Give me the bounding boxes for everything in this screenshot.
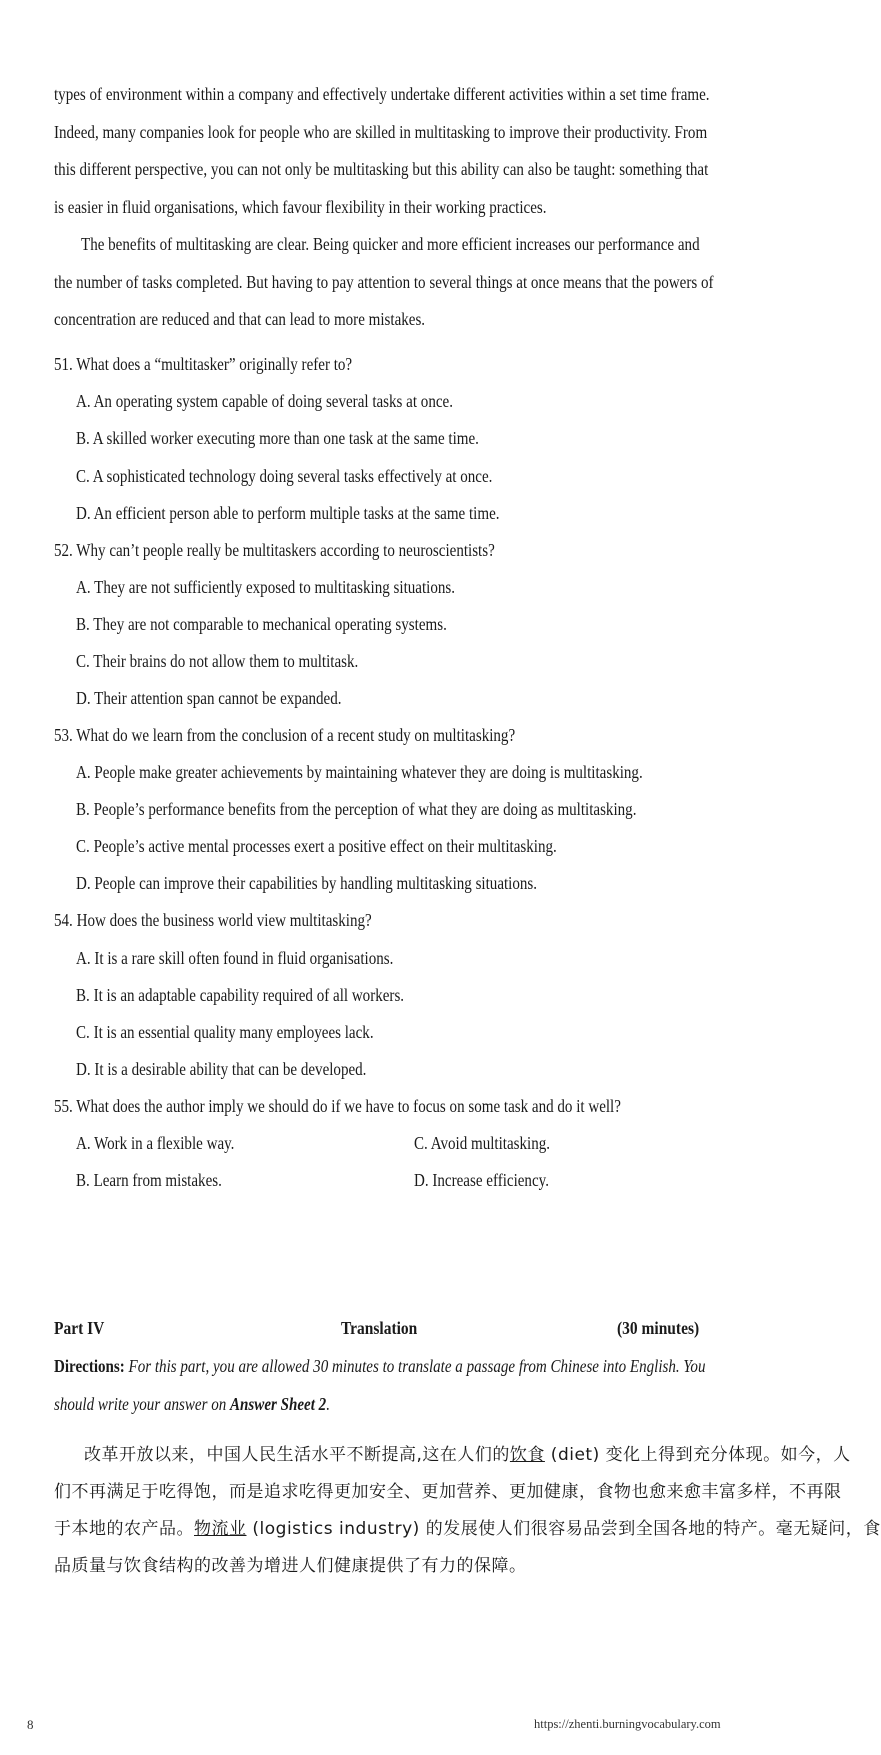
answer-option: C. A sophisticated technology doing several tasks effectively at once. [76, 466, 493, 486]
translation-line: 们不再满足于吃得饱，而是追求吃得更加安全、更加营养、更加健康，食物也愈来愈丰富多样，不再限 [54, 1482, 842, 1502]
answer-option: B. They are not comparable to mechanical operating systems. [76, 614, 447, 634]
passage-line: this different perspective, you can not only be multitasking but this ability can also be taught: something that [54, 159, 709, 179]
answer-option: C. People’s active mental processes exert a positive effect on their multitasking. [76, 836, 557, 856]
answer-option: B. It is an adaptable capability required of all workers. [76, 985, 405, 1005]
passage-line: concentration are reduced and that can lead to more mistakes. [54, 309, 426, 329]
translation-text: (logistics industry) 的发展使人们很容易品尝到全国各地的特产。毫无疑问，食 [246, 1519, 881, 1539]
answer-option: D. It is a desirable ability that can be developed. [76, 1059, 367, 1079]
translation-text: 改革开放以来，中国人民生活水平不断提高,这在人们的 [84, 1445, 510, 1465]
question-stem: 53. What do we learn from the conclusion of a recent study on multitasking? [54, 725, 516, 745]
answer-option: D. Their attention span cannot be expanded. [76, 688, 342, 708]
answer-option: A. It is a rare skill often found in fluid organisations. [76, 948, 394, 968]
underlined-term: 饮食 [509, 1445, 545, 1465]
directions-text: For this part, you are allowed 30 minutes to translate a passage from Chinese into English. You [124, 1356, 706, 1376]
translation-line: 品质量与饮食结构的改善为增进人们健康提供了有力的保障。 [54, 1556, 527, 1576]
translation-line [84, 1440, 851, 1465]
passage-line: types of environment within a company and effectively undertake different activities within a set time frame. [54, 84, 710, 104]
answer-sheet-ref: Answer Sheet 2 [230, 1394, 327, 1414]
page-number: 8 [27, 1717, 34, 1732]
question-stem: 54. How does the business world view multitasking? [54, 910, 372, 930]
underlined-term: 物流业 [194, 1519, 247, 1539]
answer-option: C. It is an essential quality many employees lack. [76, 1022, 374, 1042]
part-title: Translation [341, 1318, 418, 1338]
answer-option: B. Learn from mistakes. [76, 1170, 222, 1190]
part-label: Part IV [54, 1318, 105, 1338]
directions-label: Directions: [54, 1356, 125, 1376]
answer-option: A. They are not sufficiently exposed to multitasking situations. [76, 577, 455, 597]
answer-option: D. People can improve their capabilities by handling multitasking situations. [76, 873, 538, 893]
answer-option: C. Avoid multitasking. [414, 1133, 551, 1153]
answer-option: A. An operating system capable of doing several tasks at once. [76, 391, 453, 411]
question-stem: 52. Why can’t people really be multitaskers according to neuroscientists? [54, 540, 495, 560]
answer-option: C. Their brains do not allow them to multitask. [76, 651, 359, 671]
translation-text: (diet) 变化上得到充分体现。如今，人 [544, 1445, 851, 1465]
answer-option: D. Increase efficiency. [414, 1170, 549, 1190]
part-time: (30 minutes) [617, 1318, 700, 1338]
directions-text: . [326, 1394, 330, 1414]
directions-line [54, 1356, 705, 1377]
answer-option: D. An efficient person able to perform multiple tasks at the same time. [76, 503, 500, 523]
translation-line [54, 1514, 881, 1539]
passage-line: the number of tasks completed. But having to pay attention to several things at once means that the powers of [54, 272, 714, 292]
translation-text: 于本地的农产品。 [54, 1519, 194, 1539]
passage-line: is easier in fluid organisations, which favour flexibility in their working practices. [54, 197, 547, 217]
footer-url[interactable]: https://zhenti.burningvocabulary.com [534, 1717, 721, 1731]
passage-line: The benefits of multitasking are clear. Being quicker and more efficient increases our performance and [81, 234, 700, 254]
question-stem: 55. What does the author imply we should do if we have to focus on some task and do it well? [54, 1096, 621, 1116]
passage-line: Indeed, many companies look for people who are skilled in multitasking to improve their productivity. From [54, 122, 708, 142]
directions-text: should write your answer on [54, 1394, 231, 1414]
directions-line [54, 1394, 330, 1415]
question-stem: 51. What does a “multitasker” originally refer to? [54, 354, 353, 374]
answer-option: B. A skilled worker executing more than one task at the same time. [76, 428, 479, 448]
answer-option: A. Work in a flexible way. [76, 1133, 235, 1153]
answer-option: A. People make greater achievements by maintaining whatever they are doing is multitasking. [76, 762, 643, 782]
answer-option: B. People’s performance benefits from the perception of what they are doing as multitasking. [76, 799, 637, 819]
